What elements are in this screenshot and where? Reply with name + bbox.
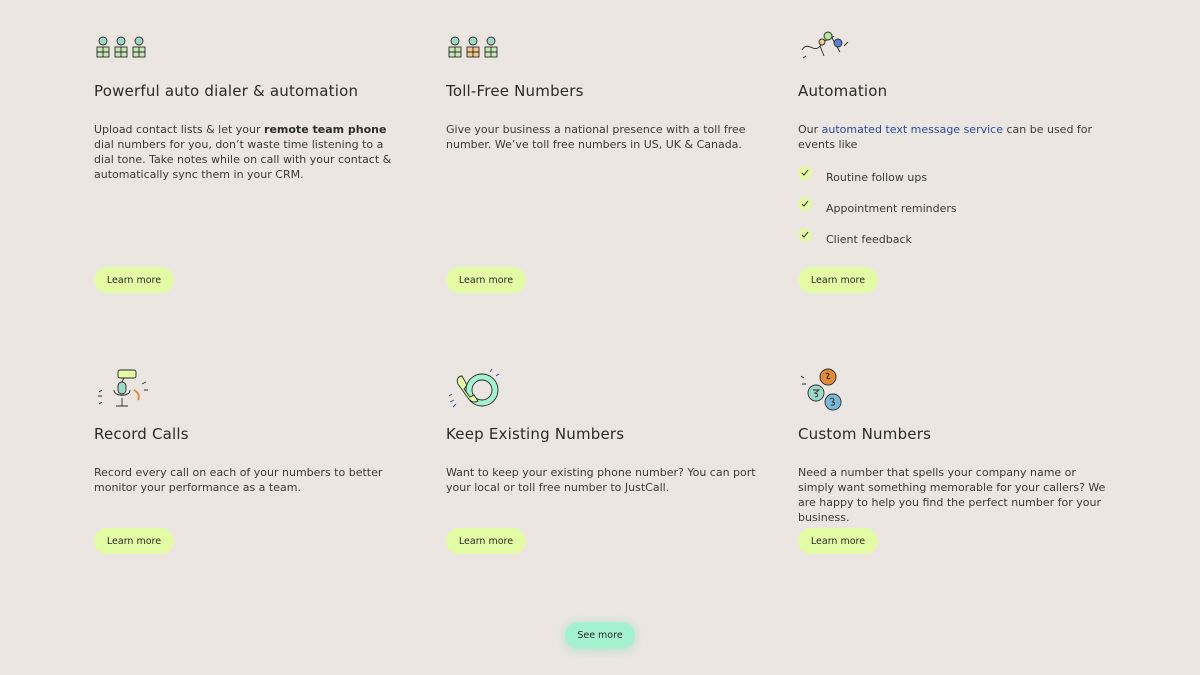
learn-more-button[interactable]: Learn more xyxy=(446,528,526,554)
feature-title: Custom Numbers xyxy=(798,425,932,443)
learn-more-button[interactable]: Learn more xyxy=(94,528,174,554)
check-icon xyxy=(798,166,812,180)
feature-title: Record Calls xyxy=(94,425,189,443)
feature-title: Keep Existing Numbers xyxy=(446,425,625,443)
learn-more-button[interactable]: Learn more xyxy=(798,528,878,554)
learn-more-button[interactable]: Learn more xyxy=(798,267,878,293)
number-bubbles-icon xyxy=(798,368,858,412)
automation-icon xyxy=(798,28,858,64)
checklist-label: Client feedback xyxy=(826,233,912,246)
feature-description: Give your business a national presence with a toll free number. We’ve toll free numbers in US, UK & Canada. xyxy=(446,123,746,151)
feature-description: Upload contact lists & let your remote team phone dial numbers for you, don’t waste time listening to a dial tone. Take notes while on call with your contact & automatically sync them in your CRM. xyxy=(94,123,392,181)
learn-more-button[interactable]: Learn more xyxy=(94,267,174,293)
feature-description: Need a number that spells your company name or simply want something memorable for your callers? We are happy to help you find the perfect number for your business. xyxy=(798,466,1106,524)
check-icon xyxy=(798,197,812,211)
feature-title: Toll-Free Numbers xyxy=(446,82,584,100)
checklist-label: Routine follow ups xyxy=(826,171,928,184)
auto-dialer-icon xyxy=(94,32,154,68)
microphone-icon xyxy=(94,368,154,408)
feature-description: Want to keep your existing phone number? You can port your local or toll free number to JustCall. xyxy=(446,466,756,494)
feature-description: Record every call on each of your numbers to better monitor your performance as a team. xyxy=(94,466,383,494)
feature-description: Our automated text message service can be used for events like xyxy=(798,123,1093,151)
check-icon xyxy=(798,228,812,242)
learn-more-button[interactable]: Learn more xyxy=(446,267,526,293)
toll-free-icon xyxy=(446,32,506,68)
checklist-label: Appointment reminders xyxy=(826,202,957,215)
feature-title: Powerful auto dialer & automation xyxy=(94,82,359,100)
feature-title: Automation xyxy=(798,82,888,100)
see-more-button[interactable]: See more xyxy=(565,622,635,648)
automated-text-message-link[interactable]: automated text message service xyxy=(821,123,1003,136)
remote-team-phone-text: remote team phone xyxy=(264,123,387,136)
phone-port-icon xyxy=(446,368,506,412)
